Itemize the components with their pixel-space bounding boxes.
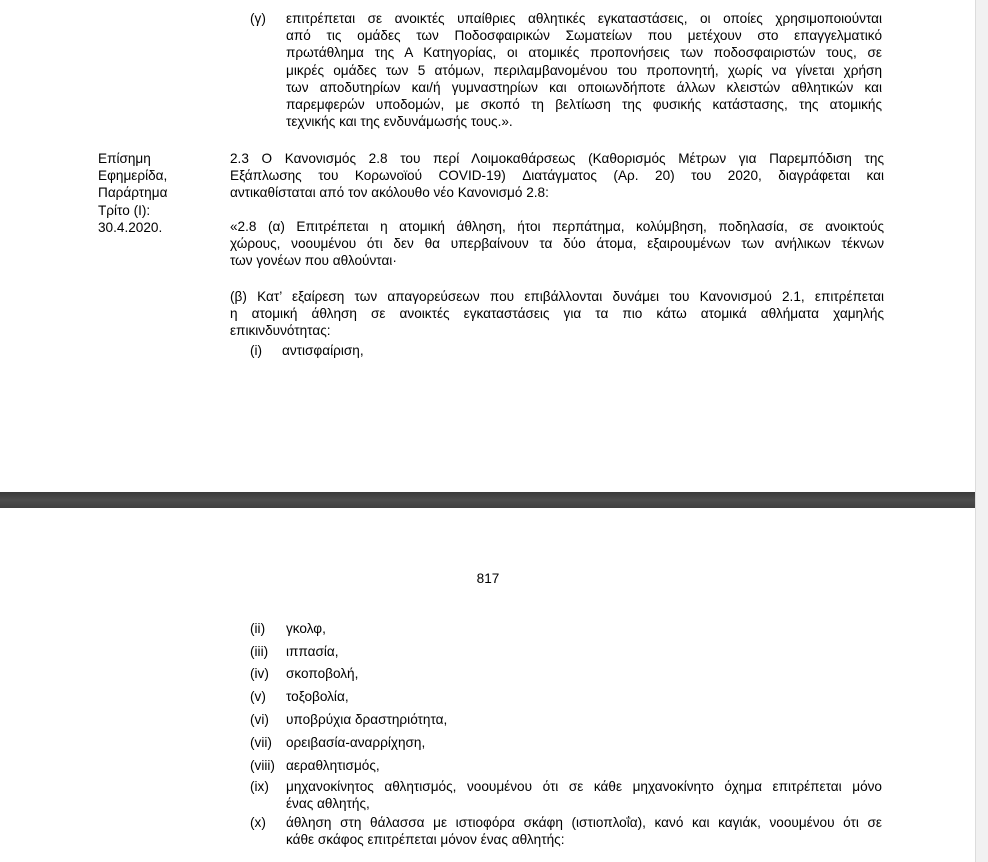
text-line: «2.8 (α) Επιτρέπεται η ατομική άθληση, ήτοι περπάτημα, κολύμβηση, ποδηλασία, σε ανοικτούς xyxy=(230,219,884,234)
page-separator xyxy=(0,492,976,508)
item-text xyxy=(286,10,882,130)
item-number: (viii) xyxy=(250,758,275,773)
item-number: (γ) xyxy=(250,11,266,26)
margin-note-line: Εφημερίδα, xyxy=(98,168,168,184)
margin-note-line: Παράρτημα xyxy=(98,185,168,201)
item-number: (v) xyxy=(250,689,266,704)
margin-note-line: 30.4.2020. xyxy=(98,219,163,235)
text-line: πρωτάθλημα της Α Κατηγορίας, οι ατομικές προπονήσεις των ποδοσφαιριστών τους, σε xyxy=(286,45,882,61)
text-line: παρεμφερών υποδομών, με σκοπό τη βελτίωση της φυσικής κατάστασης, της ατομικής xyxy=(286,97,882,113)
item-text: αντισφαίριση, xyxy=(282,343,364,358)
margin-note-gazette-reference xyxy=(98,150,208,236)
item-number: (ii) xyxy=(250,621,266,636)
item-text xyxy=(286,814,882,848)
text-line: κάθε σκάφος επιτρέπεται μόνον ένας αθλητής: xyxy=(286,832,565,848)
text-line: επιτρέπεται σε ανοικτές υπαίθριες αθλητικές εγκαταστάσεις, οι οποίες χρησιμοποιούνται xyxy=(286,11,882,26)
text-line: αεραθλητισμός, xyxy=(286,758,380,773)
text-line: άθληση στη θάλασσα με ιστιοφόρα σκάφη (ιστιοπλοΐα), κανό και καγιάκ, νοουμένου ότι σε xyxy=(286,815,882,830)
text-line: (β) Κατ’ εξαίρεση των απαγορεύσεων που επιβάλλονται δυνάμει του Κανονισμού 2.1, επιτρέπεται xyxy=(230,289,884,304)
text-line: αντικαθίσταται από τον ακόλουθο νέο Κανονισμό 2.8: xyxy=(230,185,549,201)
item-number: (ix) xyxy=(250,779,269,794)
text-line: χώρους, νοουμένου ότι δεν θα υπερβαίνουν τα δύο άτομα, εξαιρουμένων των ανήλικων τέκνων xyxy=(230,236,884,252)
item-number: (x) xyxy=(250,815,266,830)
text-line: των αποδυτηρίων και/ή γυμναστηρίων και οποιωνδήποτε άλλων κλειστών αθλητικών και xyxy=(286,79,882,95)
item-number: (i) xyxy=(250,343,263,358)
margin-note-line: Επίσημη xyxy=(98,151,151,166)
paragraph-2-3 xyxy=(230,150,884,202)
vertical-scrollbar[interactable] xyxy=(975,0,988,862)
text-line: ορειβασία-αναρρίχηση, xyxy=(286,735,426,750)
item-text xyxy=(286,643,882,660)
text-line: υποβρύχια δραστηριότητα, xyxy=(286,712,448,727)
item-text xyxy=(286,688,882,705)
document-page-2 xyxy=(0,508,976,862)
text-line: μικρές ομάδες των 5 ατόμων, περιλαμβανομένου του προπονητή, χωρίς να γίνεται χρήση xyxy=(286,62,882,78)
margin-note-line: Τρίτο (Ι): xyxy=(98,202,151,218)
text-line: ένας αθλητής, xyxy=(286,796,370,812)
item-text xyxy=(286,734,882,751)
text-line: Εξάπλωσης του Κορωνοϊού COVID-19) Διατάγματος (Αρ. 20) του 2020, διαγράφεται και xyxy=(230,168,884,184)
item-text xyxy=(286,620,882,637)
item-text xyxy=(286,711,882,728)
text-line: ιππασία, xyxy=(286,644,339,659)
text-line: σκοποβολή, xyxy=(286,666,359,681)
item-number: (vii) xyxy=(250,735,272,750)
item-number: (iv) xyxy=(250,666,269,681)
text-line: γκολφ, xyxy=(286,621,326,636)
text-line: από τις ομάδες των Ποδοσφαιρικών Σωματείων που μετέχουν στο επαγγελματικό xyxy=(286,28,882,44)
text-line: μηχανοκίνητος αθλητισμός, νοουμένου ότι σε κάθε μηχανοκίνητο όχημα επιτρέπεται μόνο xyxy=(286,779,882,794)
text-line: των γονέων που αθλούνται· xyxy=(230,253,397,269)
paragraph-2-8-a xyxy=(230,218,884,270)
item-number: (vi) xyxy=(250,712,269,727)
text-line: τοξοβολία, xyxy=(286,689,349,704)
text-line: τεχνικής και της ενδυνάμωσής τους.». xyxy=(286,114,513,130)
item-text xyxy=(286,757,882,774)
item-text xyxy=(286,778,882,812)
item-text xyxy=(286,665,882,682)
text-line: επικινδυνότητας: xyxy=(230,323,331,339)
item-number: (iii) xyxy=(250,644,269,659)
text-line: 2.3 Ο Κανονισμός 2.8 του περί Λοιμοκαθάρσεως (Καθορισμός Μέτρων για Παρεμπόδιση της xyxy=(230,151,884,166)
paragraph-beta xyxy=(230,288,884,340)
text-line: η ατομική άθληση σε ανοικτές εγκαταστάσεις για τα πιο κάτω ατομικά αθλήματα χαμηλής xyxy=(230,306,884,322)
page-number: 817 xyxy=(476,571,500,586)
